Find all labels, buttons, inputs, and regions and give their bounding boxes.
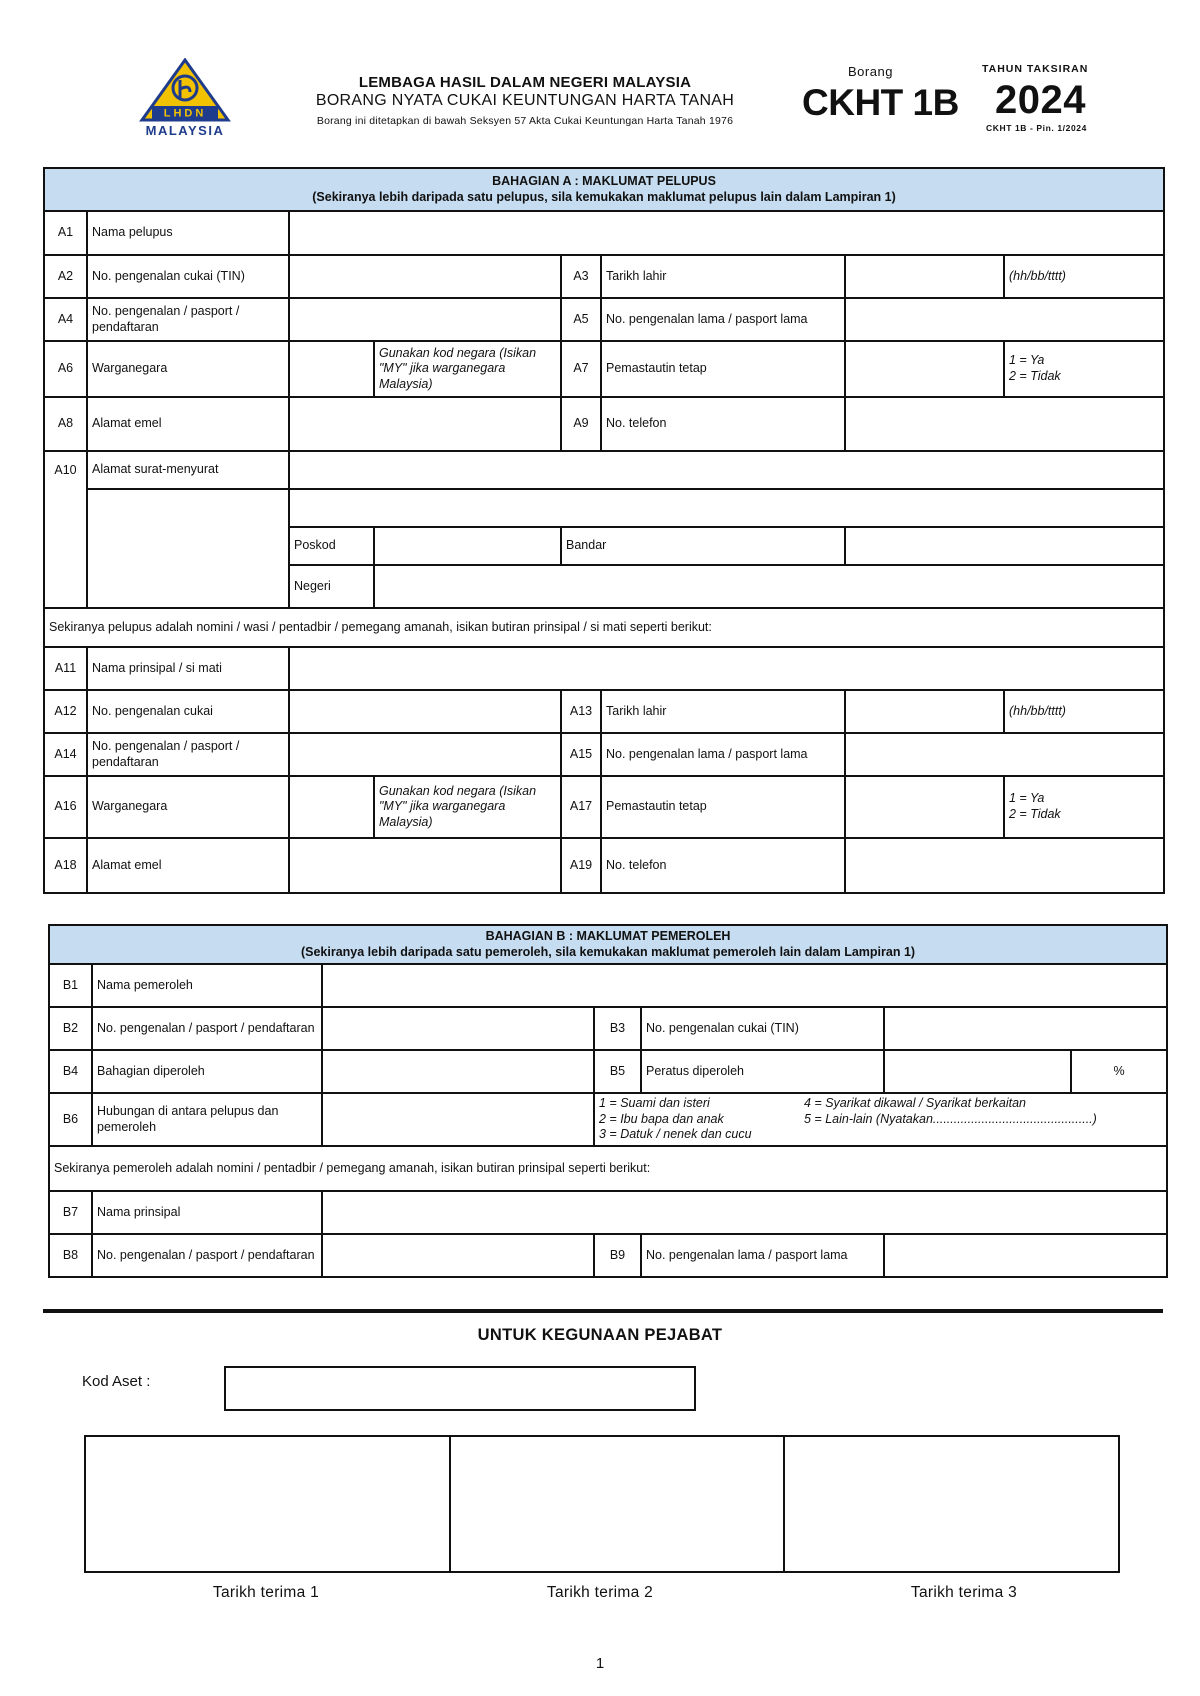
a12-label: No. pengenalan cukai: [87, 690, 289, 733]
b8-label: No. pengenalan / pasport / pendaftaran: [92, 1234, 322, 1277]
a3-dob-field[interactable]: [845, 255, 1004, 298]
a8-code: A8: [44, 397, 87, 451]
form-reference: CKHT 1B - Pin. 1/2024: [986, 123, 1087, 133]
a10-address-line1[interactable]: [289, 451, 1164, 489]
receipt-date-label-3: Tarikh terima 3: [910, 1584, 1018, 1601]
receipt-date-box-3[interactable]: [783, 1435, 1120, 1573]
b1-label: Nama pemeroleh: [92, 964, 322, 1007]
a13-dob-field[interactable]: [845, 690, 1004, 733]
a10-negeri-label: Negeri: [289, 565, 374, 608]
b3-label: No. pengenalan cukai (TIN): [641, 1007, 884, 1050]
a18-code: A18: [44, 838, 87, 893]
logo-country: MALAYSIA: [145, 123, 225, 138]
a15-code: A15: [561, 733, 601, 776]
section-b-subtitle: (Sekiranya lebih daripada satu pemeroleh, sila kemukakan maklumat pemeroleh lain dalam Lampiran 1): [300, 944, 916, 959]
section-a-table: [43, 167, 1165, 894]
assessment-year: 2024: [995, 78, 1086, 122]
b5-label: Peratus diperoleh: [641, 1050, 884, 1093]
a10-poskod-label: Poskod: [289, 527, 374, 565]
section-a-title: BAHAGIAN A : MAKLUMAT PELUPUS: [492, 173, 716, 188]
b6-option-3: 3 = Datuk / nenek dan cucu: [599, 1127, 752, 1142]
a7-option-yes: 1 = Ya: [1009, 353, 1045, 368]
a11-code: A11: [44, 647, 87, 690]
a7-label: Pemastautin tetap: [601, 341, 845, 397]
a2-label: No. pengenalan cukai (TIN): [87, 255, 289, 298]
b1-name-field[interactable]: [322, 964, 1167, 1007]
a9-phone-field[interactable]: [845, 397, 1164, 451]
page-number: 1: [595, 1655, 605, 1672]
a1-name-field[interactable]: [289, 211, 1164, 255]
a2-code: A2: [44, 255, 87, 298]
kod-aset-label: Kod Aset :: [82, 1373, 151, 1390]
receipt-date-box-2[interactable]: [449, 1435, 785, 1573]
a7-code: A7: [561, 341, 601, 397]
a6-citizenship-field[interactable]: [289, 341, 374, 397]
borang-label: Borang: [848, 64, 893, 79]
a17-option-no: 2 = Tidak: [1009, 807, 1061, 821]
a10-code-spacer: [44, 489, 87, 527]
a10-code-spacer3: [44, 565, 87, 608]
a12-tin-field[interactable]: [289, 690, 561, 733]
a17-options: [1004, 776, 1164, 838]
b6-code: B6: [49, 1093, 92, 1146]
a10-bandar-field[interactable]: [845, 527, 1164, 565]
a3-label: Tarikh lahir: [601, 255, 845, 298]
a4-code: A4: [44, 298, 87, 341]
a14-code: A14: [44, 733, 87, 776]
lhdn-logo: [130, 58, 240, 140]
b6-option-1: 1 = Suami dan isteri: [599, 1096, 710, 1111]
a10-code-spacer2: [44, 527, 87, 565]
b6-relationship-field[interactable]: [322, 1093, 594, 1146]
b8-id-field[interactable]: [322, 1234, 594, 1277]
a10-negeri-field[interactable]: [374, 565, 1164, 608]
b8-code: B8: [49, 1234, 92, 1277]
a16-code: A16: [44, 776, 87, 838]
b7-label: Nama prinsipal: [92, 1191, 322, 1234]
a18-email-field[interactable]: [289, 838, 561, 893]
section-a-header: [44, 168, 1164, 211]
a8-label: Alamat emel: [87, 397, 289, 451]
b2-label: No. pengenalan / pasport / pendaftaran: [92, 1007, 322, 1050]
b3-tin-field[interactable]: [884, 1007, 1167, 1050]
a7-option-no: 2 = Tidak: [1009, 369, 1061, 383]
b7-principal-name-field[interactable]: [322, 1191, 1167, 1234]
a16-hint: Gunakan kod negara (Isikan "MY" jika warganegara Malaysia): [374, 776, 561, 838]
a15-old-id-field[interactable]: [845, 733, 1164, 776]
a13-hint: (hh/bb/tttt): [1004, 690, 1164, 733]
a10-poskod-field[interactable]: [374, 527, 561, 565]
a2-tin-field[interactable]: [289, 255, 561, 298]
a9-code: A9: [561, 397, 601, 451]
a5-code: A5: [561, 298, 601, 341]
a15-label: No. pengenalan lama / pasport lama: [601, 733, 845, 776]
a4-id-field[interactable]: [289, 298, 561, 341]
a16-citizenship-field[interactable]: [289, 776, 374, 838]
a6-label: Warganegara: [87, 341, 289, 397]
a19-code: A19: [561, 838, 601, 893]
b7-code: B7: [49, 1191, 92, 1234]
separator-line: [43, 1309, 1163, 1313]
a13-label: Tarikh lahir: [601, 690, 845, 733]
receipt-date-label-1: Tarikh terima 1: [212, 1584, 320, 1601]
agency-name: LEMBAGA HASIL DALAM NEGERI MALAYSIA: [358, 74, 692, 91]
a11-principal-name-field[interactable]: [289, 647, 1164, 690]
form-header: [255, 74, 795, 127]
a10-label-spacer2: [87, 527, 289, 565]
a10-label: Alamat surat-menyurat: [87, 451, 289, 489]
b-principal-note: Sekiranya pemeroleh adalah nomini / pentadbir / pemegang amanah, isikan butiran prinsipal seperti berikut:: [49, 1146, 1167, 1191]
a3-hint: (hh/bb/tttt): [1004, 255, 1164, 298]
b9-label: No. pengenalan lama / pasport lama: [641, 1234, 884, 1277]
b1-code: B1: [49, 964, 92, 1007]
receipt-date-label-2: Tarikh terima 2: [546, 1584, 654, 1601]
section-b-table: [48, 924, 1168, 1278]
a1-code: A1: [44, 211, 87, 255]
a10-bandar-label: Bandar: [561, 527, 845, 565]
b6-label: Hubungan di antara pelupus dan pemeroleh: [92, 1093, 322, 1146]
a11-label: Nama prinsipal / si mati: [87, 647, 289, 690]
a3-code: A3: [561, 255, 601, 298]
a19-phone-field[interactable]: [845, 838, 1164, 893]
assessment-year-label: TAHUN TAKSIRAN: [982, 63, 1089, 75]
a16-label: Warganegara: [87, 776, 289, 838]
a9-label: No. telefon: [601, 397, 845, 451]
a12-code: A12: [44, 690, 87, 733]
section-b-header: [49, 925, 1167, 964]
a17-label: Pemastautin tetap: [601, 776, 845, 838]
a8-email-field[interactable]: [289, 397, 561, 451]
b4-code: B4: [49, 1050, 92, 1093]
b9-old-id-field[interactable]: [884, 1234, 1167, 1277]
b4-label: Bahagian diperoleh: [92, 1050, 322, 1093]
a18-label: Alamat emel: [87, 838, 289, 893]
a1-label: Nama pelupus: [87, 211, 289, 255]
b6-option-2: 2 = Ibu bapa dan anak: [599, 1111, 724, 1126]
b4-portion-field[interactable]: [322, 1050, 594, 1093]
a5-old-id-field[interactable]: [845, 298, 1164, 341]
a19-label: No. telefon: [601, 838, 845, 893]
logo-text: LHDN: [163, 107, 207, 120]
b3-code: B3: [594, 1007, 641, 1050]
kod-aset-field[interactable]: [224, 1366, 696, 1411]
a10-label-spacer: [87, 489, 289, 527]
b2-id-field[interactable]: [322, 1007, 594, 1050]
a10-code: A10: [44, 451, 87, 489]
a10-label-spacer3: [87, 565, 289, 608]
section-b-title: BAHAGIAN B : MAKLUMAT PEMEROLEH: [485, 928, 731, 943]
section-a-subtitle: (Sekiranya lebih daripada satu pelupus, sila kemukakan maklumat pelupus lain dalam Lampiran 1): [312, 189, 896, 204]
office-use-title: UNTUK KEGUNAAN PEJABAT: [477, 1326, 723, 1344]
receipt-date-box-1[interactable]: [84, 1435, 451, 1573]
a7-options: [1004, 341, 1164, 397]
a4-label: No. pengenalan / pasport / pendaftaran: [87, 298, 289, 341]
b6-option-4: 4 = Syarikat dikawal / Syarikat berkaitan: [804, 1096, 1026, 1111]
a13-code: A13: [561, 690, 601, 733]
b6-option-5: 5 = Lain-lain (Nyatakan..............................................): [804, 1111, 1097, 1126]
a14-id-field[interactable]: [289, 733, 561, 776]
a5-label: No. pengenalan lama / pasport lama: [601, 298, 845, 341]
a-principal-note: Sekiranya pelupus adalah nomini / wasi / pentadbir / pemegang amanah, isikan butiran prinsipal / si mati seperti berikut:: [44, 608, 1164, 647]
a17-residency-field[interactable]: [845, 776, 1004, 838]
b5-percent-field[interactable]: [884, 1050, 1071, 1093]
a7-residency-field[interactable]: [845, 341, 1004, 397]
a17-code: A17: [561, 776, 601, 838]
b5-percent-unit: %: [1071, 1050, 1167, 1093]
form-code: CKHT 1B: [802, 82, 959, 123]
b6-options: [594, 1093, 1167, 1146]
a6-hint: Gunakan kod negara (Isikan "MY" jika warganegara Malaysia): [374, 341, 561, 397]
b5-code: B5: [594, 1050, 641, 1093]
a6-code: A6: [44, 341, 87, 397]
form-title: BORANG NYATA CUKAI KEUNTUNGAN HARTA TANAH: [315, 92, 735, 109]
a17-option-yes: 1 = Ya: [1009, 791, 1045, 806]
legal-basis: Borang ini ditetapkan di bawah Seksyen 57 Akta Cukai Keuntungan Harta Tanah 1976: [316, 115, 734, 127]
a10-address-line2[interactable]: [289, 489, 1164, 527]
b2-code: B2: [49, 1007, 92, 1050]
a14-label: No. pengenalan / pasport / pendaftaran: [87, 733, 289, 776]
b9-code: B9: [594, 1234, 641, 1277]
